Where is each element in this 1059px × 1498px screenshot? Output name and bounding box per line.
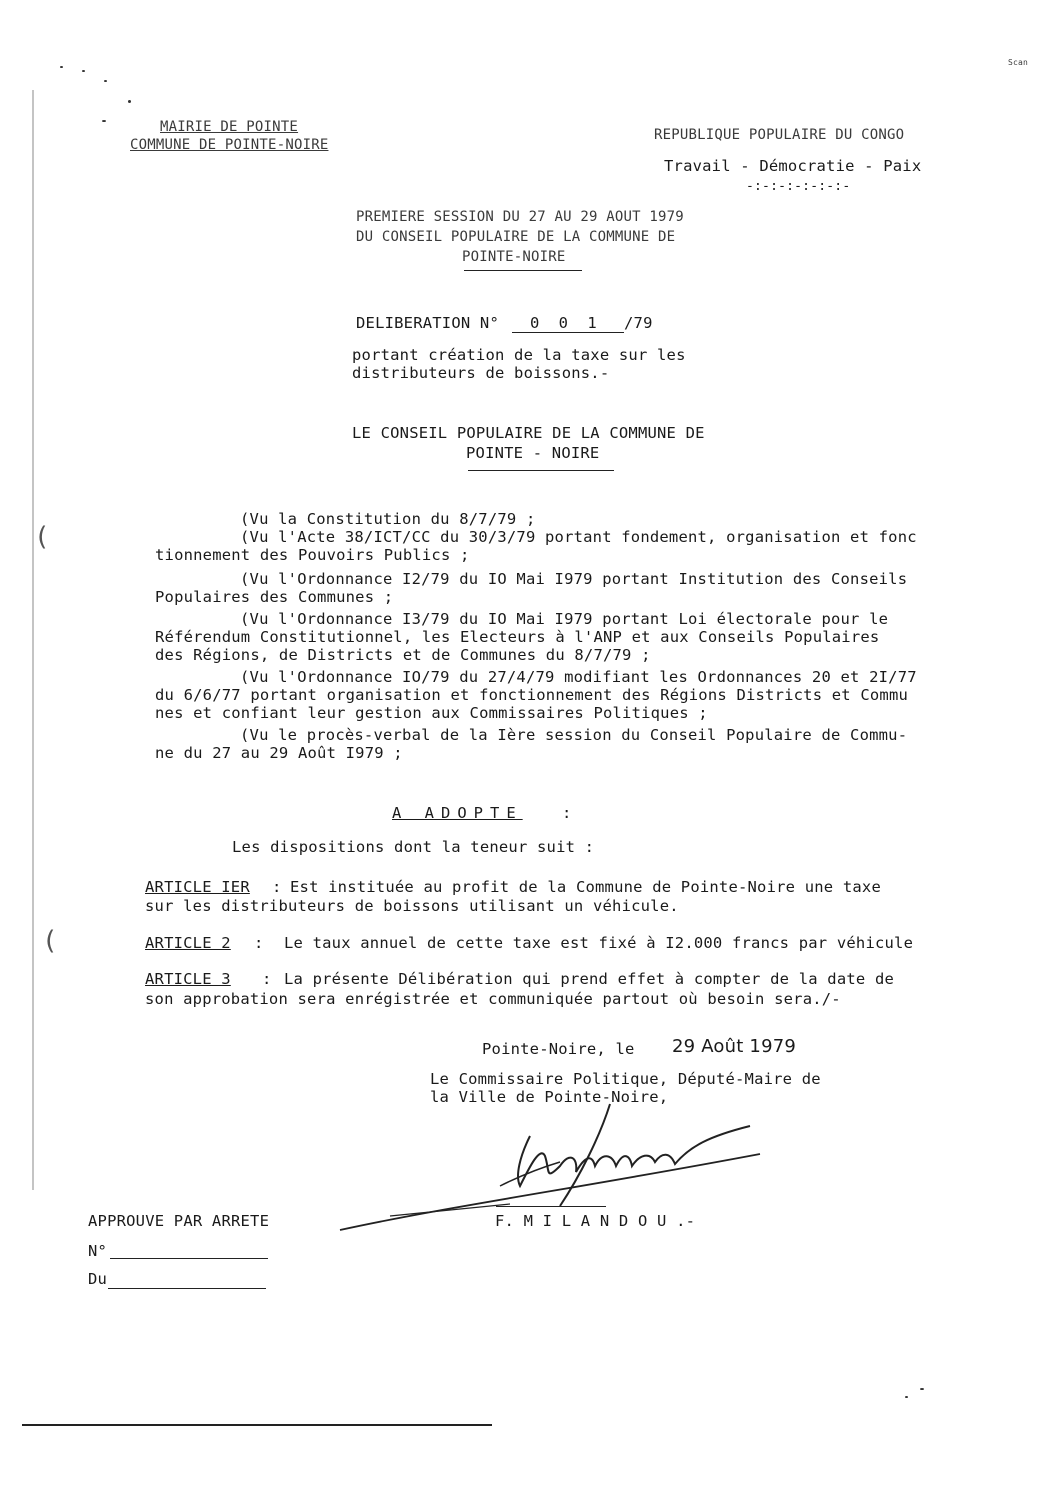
article-1-text-line1: Est instituée au profit de la Commune de Pointe-Noire une taxe: [290, 878, 881, 896]
session-line1: PREMIERE SESSION DU 27 AU 29 AOUT 1979: [356, 209, 684, 225]
adopte-intro: Les dispositions dont la teneur suit :: [232, 838, 595, 856]
deliberation-subject-line1: portant création de la taxe sur les: [352, 346, 686, 364]
scan-speck: [102, 120, 106, 122]
scan-speck: [905, 1396, 908, 1398]
deliberation-number-line: [512, 332, 624, 333]
deliberation-year: /79: [624, 314, 653, 332]
article-1-text-line2: sur les distributeurs de boissons utilisant un véhicule.: [145, 897, 679, 915]
deliberation-subject-line2: distributeurs de boissons.-: [352, 364, 610, 382]
closing-place: Pointe-Noire, le: [482, 1040, 635, 1058]
consideration-line: (Vu l'Ordonnance I2/79 du IO Mai I979 portant Institution des Conseils: [240, 570, 908, 588]
bottom-edge-line: [22, 1424, 492, 1426]
article-3-label: ARTICLE 3: [145, 970, 231, 988]
deliberation-number: 0 0 1: [530, 314, 602, 332]
article-2-sep: :: [254, 934, 264, 952]
closing-title-line1: Le Commissaire Politique, Député-Maire de: [430, 1070, 821, 1088]
approval-number-label: N°: [88, 1242, 108, 1260]
scan-speck: [60, 66, 63, 68]
consideration-line: tionnement des Pouvoirs Publics ;: [155, 546, 470, 564]
article-2-label: ARTICLE 2: [145, 934, 231, 952]
session-underline: [464, 270, 582, 271]
consideration-line: (Vu le procès-verbal de la Ière session du Conseil Populaire de Commu-: [240, 726, 908, 744]
consideration-line: (Vu la Constitution du 8/7/79 ;: [240, 510, 536, 528]
signatory-overline: [496, 1206, 606, 1207]
consideration-line: du 6/6/77 portant organisation et fonctionnement des Régions Districts et Commu: [155, 686, 909, 704]
punch-hole-mark: (: [34, 522, 50, 552]
scan-speck: [128, 100, 131, 103]
header-left-line2: COMMUNE DE POINTE-NOIRE: [130, 137, 329, 153]
consideration-line: nes et confiant leur gestion aux Commissaires Politiques ;: [155, 704, 708, 722]
article-3-sep: :: [262, 970, 272, 988]
consideration-line: (Vu l'Acte 38/ICT/CC du 30/3/79 portant fondement, organisation et fonc: [240, 528, 917, 546]
closing-date: 29 Août 1979: [672, 1036, 797, 1057]
approval-date-line: [108, 1288, 266, 1289]
council-underline: [468, 470, 614, 471]
consideration-line: ne du 27 au 29 Août I979 ;: [155, 744, 403, 762]
closing-title-line2: la Ville de Pointe-Noire,: [430, 1088, 669, 1106]
session-line2: DU CONSEIL POPULAIRE DE LA COMMUNE DE: [356, 229, 676, 245]
deliberation-label: DELIBERATION N°: [356, 314, 499, 332]
scan-speck: [920, 1388, 924, 1390]
session-line3: POINTE-NOIRE: [462, 249, 566, 265]
consideration-line: (Vu l'Ordonnance I3/79 du IO Mai I979 portant Loi électorale pour le: [240, 610, 889, 628]
council-line1: LE CONSEIL POPULAIRE DE LA COMMUNE DE: [352, 424, 705, 442]
header-right-line1: REPUBLIQUE POPULAIRE DU CONGO: [654, 127, 905, 143]
consideration-line: (Vu l'Ordonnance IO/79 du 27/4/79 modifiant les Ordonnances 20 et 2I/77: [240, 668, 917, 686]
consideration-line: des Régions, de Districts et de Communes du 8/7/79 ;: [155, 646, 651, 664]
signatory-name: F. M I L A N D O U .-: [495, 1212, 696, 1230]
council-line2: POINTE - NOIRE: [466, 444, 600, 462]
consideration-line: Référendum Constitutionnel, les Electeurs à l'ANP et aux Conseils Populaires: [155, 628, 880, 646]
article-2-text-line1: Le taux annuel de cette taxe est fixé à I2.000 francs par véhicule: [284, 934, 914, 952]
corner-mark: Scan: [1008, 58, 1029, 67]
header-left-line1: MAIRIE DE POINTE: [160, 119, 299, 135]
scan-speck: [104, 80, 107, 82]
adopte-colon: :: [562, 804, 572, 822]
header-right-separator: -:-:-:-:-:-:-: [746, 179, 851, 194]
consideration-line: Populaires des Communes ;: [155, 588, 394, 606]
adopte-heading: A ADOPTE: [392, 804, 523, 822]
header-right-motto: Travail - Démocratie - Paix: [664, 157, 922, 175]
article-3-text-line1: La présente Délibération qui prend effet à compter de la date de: [284, 970, 895, 988]
approval-number-line: [110, 1258, 268, 1259]
article-1-sep: :: [272, 878, 282, 896]
margin-line: [32, 90, 36, 1190]
article-3-text-line2: son approbation sera enrégistrée et communiquée partout où besoin sera./-: [145, 990, 841, 1008]
punch-hole-mark: (: [42, 926, 58, 956]
approval-date-label: Du: [88, 1270, 108, 1288]
article-1-label: ARTICLE IER: [145, 878, 250, 896]
approval-label: APPROUVE PAR ARRETE: [88, 1212, 270, 1230]
scan-speck: [82, 70, 85, 72]
